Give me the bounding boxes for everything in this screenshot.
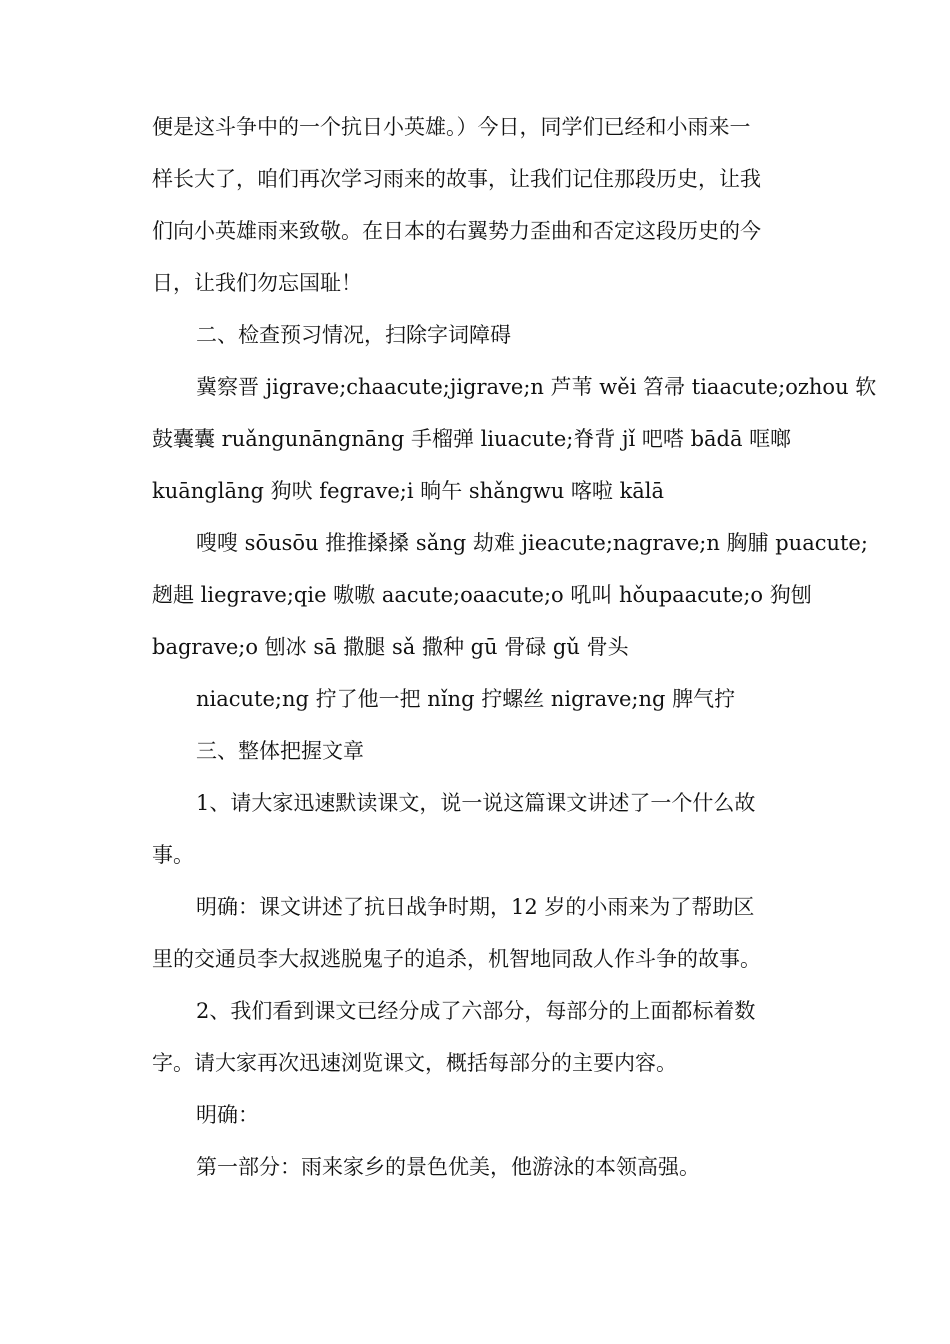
vocab-line: niacute;ng 拧了他一把 nǐng 拧螺丝 nigrave;ng 脾气拧 xyxy=(196,687,736,711)
vocab-line: 冀察晋 jigrave;chaacute;jigrave;n 芦苇 wěi 笤帚 tiaacute;ozhou 软 xyxy=(196,375,877,399)
paragraph-line: 字。请大家再次迅速浏览课文，概括每部分的主要内容。 xyxy=(152,1051,677,1075)
paragraph-line: 们向小英雄雨来致敬。在日本的右翼势力歪曲和否定这段历史的今 xyxy=(152,219,761,243)
paragraph-line: 第一部分：雨来家乡的景色优美，他游泳的本领高强。 xyxy=(196,1155,700,1179)
vocab-line: bagrave;o 刨冰 sā 撒腿 sǎ 撒种 gū 骨碌 gǔ 骨头 xyxy=(152,635,629,659)
paragraph-line: 事。 xyxy=(152,843,194,867)
paragraph-line: 日，让我们勿忘国耻！ xyxy=(152,271,362,295)
vocab-line: kuānglāng 狗吠 fegrave;i 晌午 shǎngwu 喀啦 kālā xyxy=(152,479,665,503)
section-heading: 二、检查预习情况，扫除字词障碍 xyxy=(196,323,511,347)
paragraph-line: 明确： xyxy=(196,1103,259,1127)
paragraph-line: 便是这斗争中的一个抗日小英雄。）今日，同学们已经和小雨来一 xyxy=(152,115,751,139)
section-heading: 三、整体把握文章 xyxy=(196,739,364,763)
paragraph-line: 1、请大家迅速默读课文，说一说这篇课文讲述了一个什么故 xyxy=(196,791,756,815)
vocab-line: 嗖嗖 sōusōu 推推搡搡 sǎng 劫难 jieacute;nagrave;n 胸脯 puacute; xyxy=(196,531,868,555)
paragraph-line: 样长大了，咱们再次学习雨来的故事，让我们记住那段历史，让我 xyxy=(152,167,761,191)
vocab-line: 鼓囊囊 ruǎngunāngnāng 手榴弹 liuacute;脊背 jǐ 吧嗒 bādā 哐啷 xyxy=(152,427,792,451)
paragraph-line: 2、我们看到课文已经分成了六部分，每部分的上面都标着数 xyxy=(196,999,756,1023)
vocab-line: 趔趄 liegrave;qie 嗷嗷 aacute;oaacute;o 吼叫 hǒupaacute;o 狗刨 xyxy=(152,583,812,607)
paragraph-line: 明确：课文讲述了抗日战争时期，12 岁的小雨来为了帮助区 xyxy=(196,895,755,919)
paragraph-line: 里的交通员李大叔逃脱鬼子的追杀，机智地同敌人作斗争的故事。 xyxy=(152,947,761,971)
